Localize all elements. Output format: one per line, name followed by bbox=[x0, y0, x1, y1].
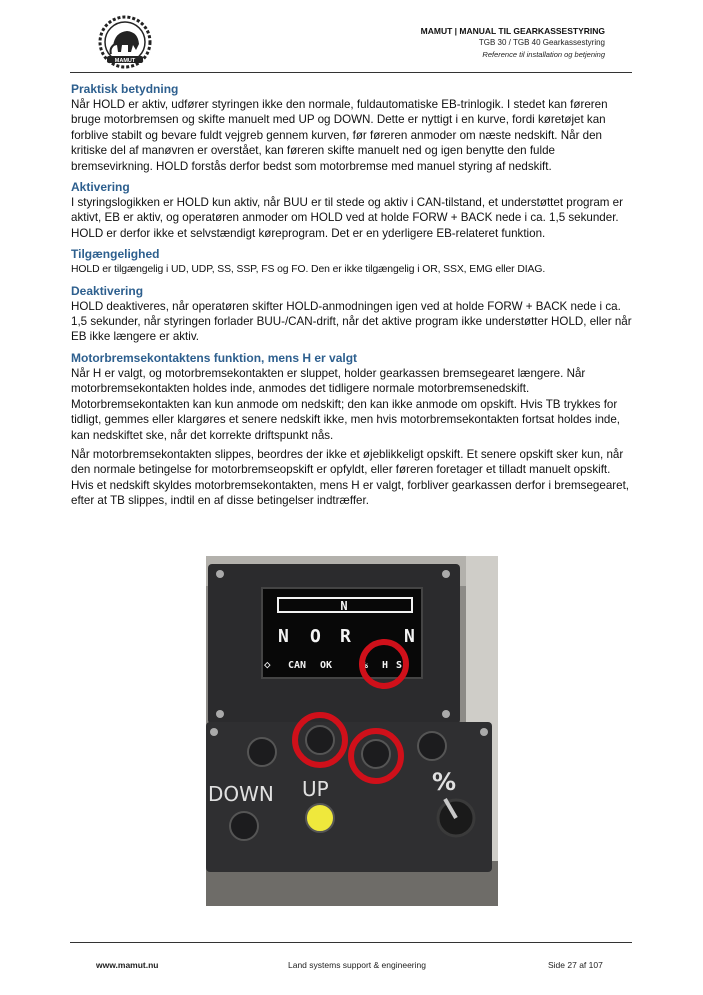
page-number: Side 27 af 107 bbox=[548, 960, 603, 970]
logo-text: MAMUT bbox=[114, 57, 136, 64]
manual-title: MAMUT | MANUAL TIL GEARKASSESTYRING bbox=[420, 26, 605, 36]
display-gear-3: R bbox=[340, 626, 351, 647]
display-gear-2: O bbox=[310, 626, 321, 647]
section-paragraph: Når H er valgt, og motorbremsekontakten er sluppet, holder gearkassen bremsegearet længere. Når motorbremsekontakten holdes inde, anmodes det tidligere normale motorbremsenedskift. Motorbremsekontakten kan kun anmode om nedskift; den kan ikke anmode om opskift. Hvis TB trykkes for tidligt, gemmes eller klargøres et senere nedskift ikke, men hvis motorbremsekontakten fortsat holdes inde, kan nedskiftet ske, når det korrekte driftspunkt nås. bbox=[71, 366, 621, 442]
display-gear-1: N bbox=[278, 626, 289, 647]
section-paragraph: Når HOLD er aktiv, udfører styringen ikke den normale, fuldautomatiske EB-trinlogik. I stedet kan føreren bruge motorbremsen og skifte manuelt med UP og DOWN. Dette er nyttigt i en kurve, fordi køretøjet kan forblive stabilt og bevare fuldt vejgreb gennem kurven, før føreren anmoder om næste nedskift. Når den kritiske del af manøvren er overstået, kan føreren skifte manuelt ned og igen benytte den fulde bremsevirkning. HOLD forstås derfor bedst som motorbremse med manuel styring af nedskift. bbox=[71, 98, 608, 173]
display-status-ok: OK bbox=[320, 660, 333, 671]
section-paragraph: I styringslogikken er HOLD kun aktiv, når BUU er til stede og aktiv i CAN-tilstand, et understøttet program er aktivt, EB er aktiv, og operatøren anmoder om HOLD ved at holde FORW + BACK nede i ca. 1,5 sekunder. HOLD er derfor ikke et selvstændigt køreprogram. Det er en yderligere EB-relateret funktion. bbox=[71, 196, 623, 240]
panel-button-2 bbox=[306, 726, 334, 754]
footer-tagline: Land systems support & engineering bbox=[288, 960, 426, 970]
display-status-h: H bbox=[382, 660, 389, 671]
section-heading-praktisk: Praktisk betydning bbox=[71, 82, 179, 96]
down-button bbox=[230, 812, 258, 840]
footer-website: www.mamut.nu bbox=[96, 960, 159, 970]
manual-reference: Reference til installation og betjening bbox=[482, 50, 605, 59]
section-paragraph: HOLD er tilgængelig i UD, UDP, SS, SSP, FS og FO. Den er ikke tilgængelig i OR, SSX, EMG eller DIAG. bbox=[71, 264, 546, 276]
section-heading-tilgaengelighed: Tilgængelighed bbox=[71, 247, 160, 262]
up-button-lamp bbox=[306, 804, 334, 832]
manual-subtitle: TGB 30 / TGB 40 Gearkassestyring bbox=[478, 38, 605, 47]
section-heading-deaktivering: Deaktivering bbox=[71, 283, 144, 298]
mamut-logo bbox=[95, 14, 155, 70]
panel-button-1 bbox=[248, 738, 276, 766]
section-heading-motorbremse: Motorbremsekontaktens funktion, mens H er valgt bbox=[71, 350, 358, 365]
control-panel-photo bbox=[206, 556, 498, 906]
panel-button-4 bbox=[418, 732, 446, 760]
page-content bbox=[71, 82, 633, 509]
section-paragraph: HOLD deaktiveres, når operatøren skifter HOLD-anmodningen igen ved at holde FORW + BACK nede i ca. 1,5 sekunder, når styringen forlader BUU-/CAN-drift, når det aktive program ikke understøtter HOLD, eller når EB ikke længere er aktiv. bbox=[71, 299, 632, 344]
header-divider bbox=[70, 72, 632, 73]
display-status-1: ◇ bbox=[264, 658, 271, 671]
display-gear-4: N bbox=[404, 626, 415, 647]
display-status-percent: % bbox=[362, 660, 369, 671]
display-top-gear: N bbox=[340, 599, 348, 613]
footer-divider bbox=[70, 942, 632, 943]
page-header bbox=[421, 25, 605, 61]
display-status-s: S bbox=[396, 660, 403, 671]
label-up: UP bbox=[302, 777, 329, 801]
section-heading-aktivering: Aktivering bbox=[71, 180, 130, 195]
panel-button-3 bbox=[362, 740, 390, 768]
display-status-can: CAN bbox=[288, 660, 307, 671]
section-paragraph: Når motorbremsekontakten slippes, beordres der ikke et øjeblikkeligt opskift. Et senere opskift sker kun, når den normale betingelse for motorbremseopskift er opfyldt, eller føreren foretager et tilladt manuelt opskift. Hvis et nedskift skyldes motorbremsekontakten, mens H er valgt, forbliver gearkassen derfor i bremsegearet, efter at TB slippes, indtil en af disse betingelser indtræffer. bbox=[71, 447, 630, 508]
label-percent: % bbox=[432, 768, 457, 796]
label-down: DOWN bbox=[208, 782, 274, 806]
